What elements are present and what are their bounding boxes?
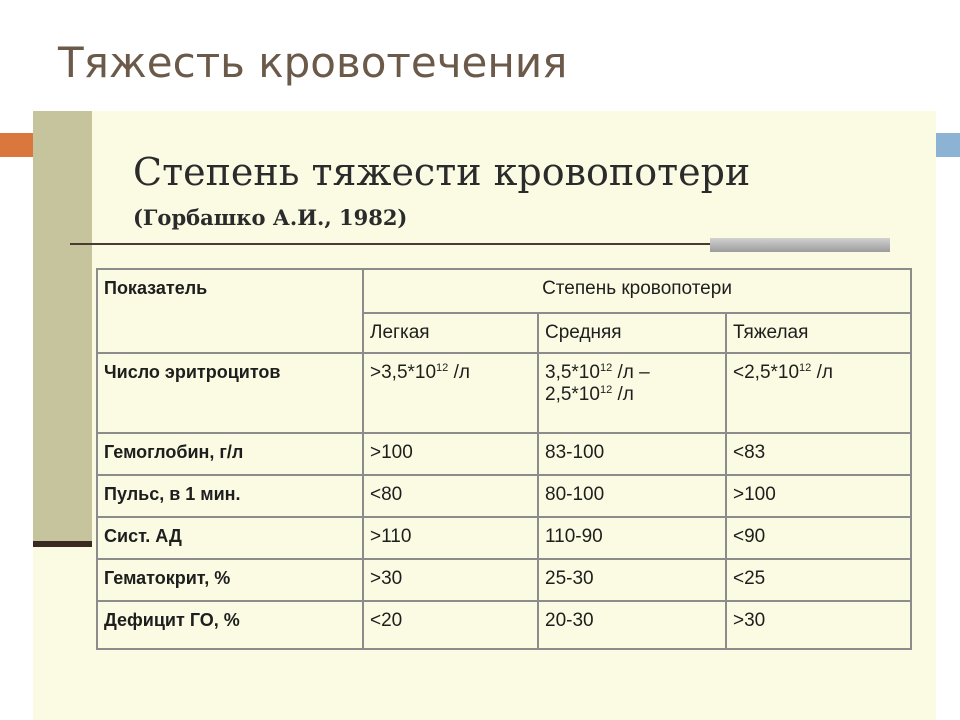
accent-bar-left [0,133,33,157]
blood-loss-table [96,268,912,650]
cell-moderate: 110-90 [538,517,726,559]
table-header-row [97,269,911,313]
cell-severe: <90 [726,517,911,559]
slide-title: Тяжесть кровотечения [58,38,568,87]
cell-mild: $>3,5*10^{12}$ /л [363,353,538,433]
table-row [97,517,911,559]
table-row [97,353,911,433]
table-row [97,601,911,649]
indicator-header: Показатель [97,269,363,353]
severity-moderate-header: Средняя [538,313,726,353]
severity-mild-header: Легкая [363,313,538,353]
cell-severe: >30 [726,601,911,649]
row-label: Дефицит ГО, % [97,601,363,649]
row-label: Сист. АД [97,517,363,559]
cell-moderate: 83-100 [538,433,726,475]
severity-severe-header: Тяжелая [726,313,911,353]
cell-moderate: 25-30 [538,559,726,601]
cell-severe: <25 [726,559,911,601]
table-row [97,475,911,517]
image-subheading: (Горбашко А.И., 1982) [133,205,408,230]
row-label: Число эритроцитов [97,353,363,433]
table-row [97,433,911,475]
row-label: Пульс, в 1 мин. [97,475,363,517]
cell-severe: $<2,5*10^{12}$ /л [726,353,911,433]
severity-group-header: Степень кровопотери [363,269,911,313]
decorative-olive-rule [33,541,92,547]
accent-bar-right [936,133,960,157]
image-heading: Степень тяжести кровопотери [133,150,751,194]
row-label: Гематокрит, % [97,559,363,601]
decorative-grey-bar [710,238,890,252]
cell-moderate: 20-30 [538,601,726,649]
cell-moderate: $3,5*10^{12}$ /л – $2,5*10^{12}$ /л [538,353,726,433]
cell-mild: <80 [363,475,538,517]
cell-mild: >30 [363,559,538,601]
cell-mild: >110 [363,517,538,559]
decorative-olive-bar [33,111,92,543]
cell-severe: <83 [726,433,911,475]
cell-severe: >100 [726,475,911,517]
cell-mild: <20 [363,601,538,649]
cell-mild: >100 [363,433,538,475]
table-row [97,559,911,601]
row-label: Гемоглобин, г/л [97,433,363,475]
cell-moderate: 80-100 [538,475,726,517]
